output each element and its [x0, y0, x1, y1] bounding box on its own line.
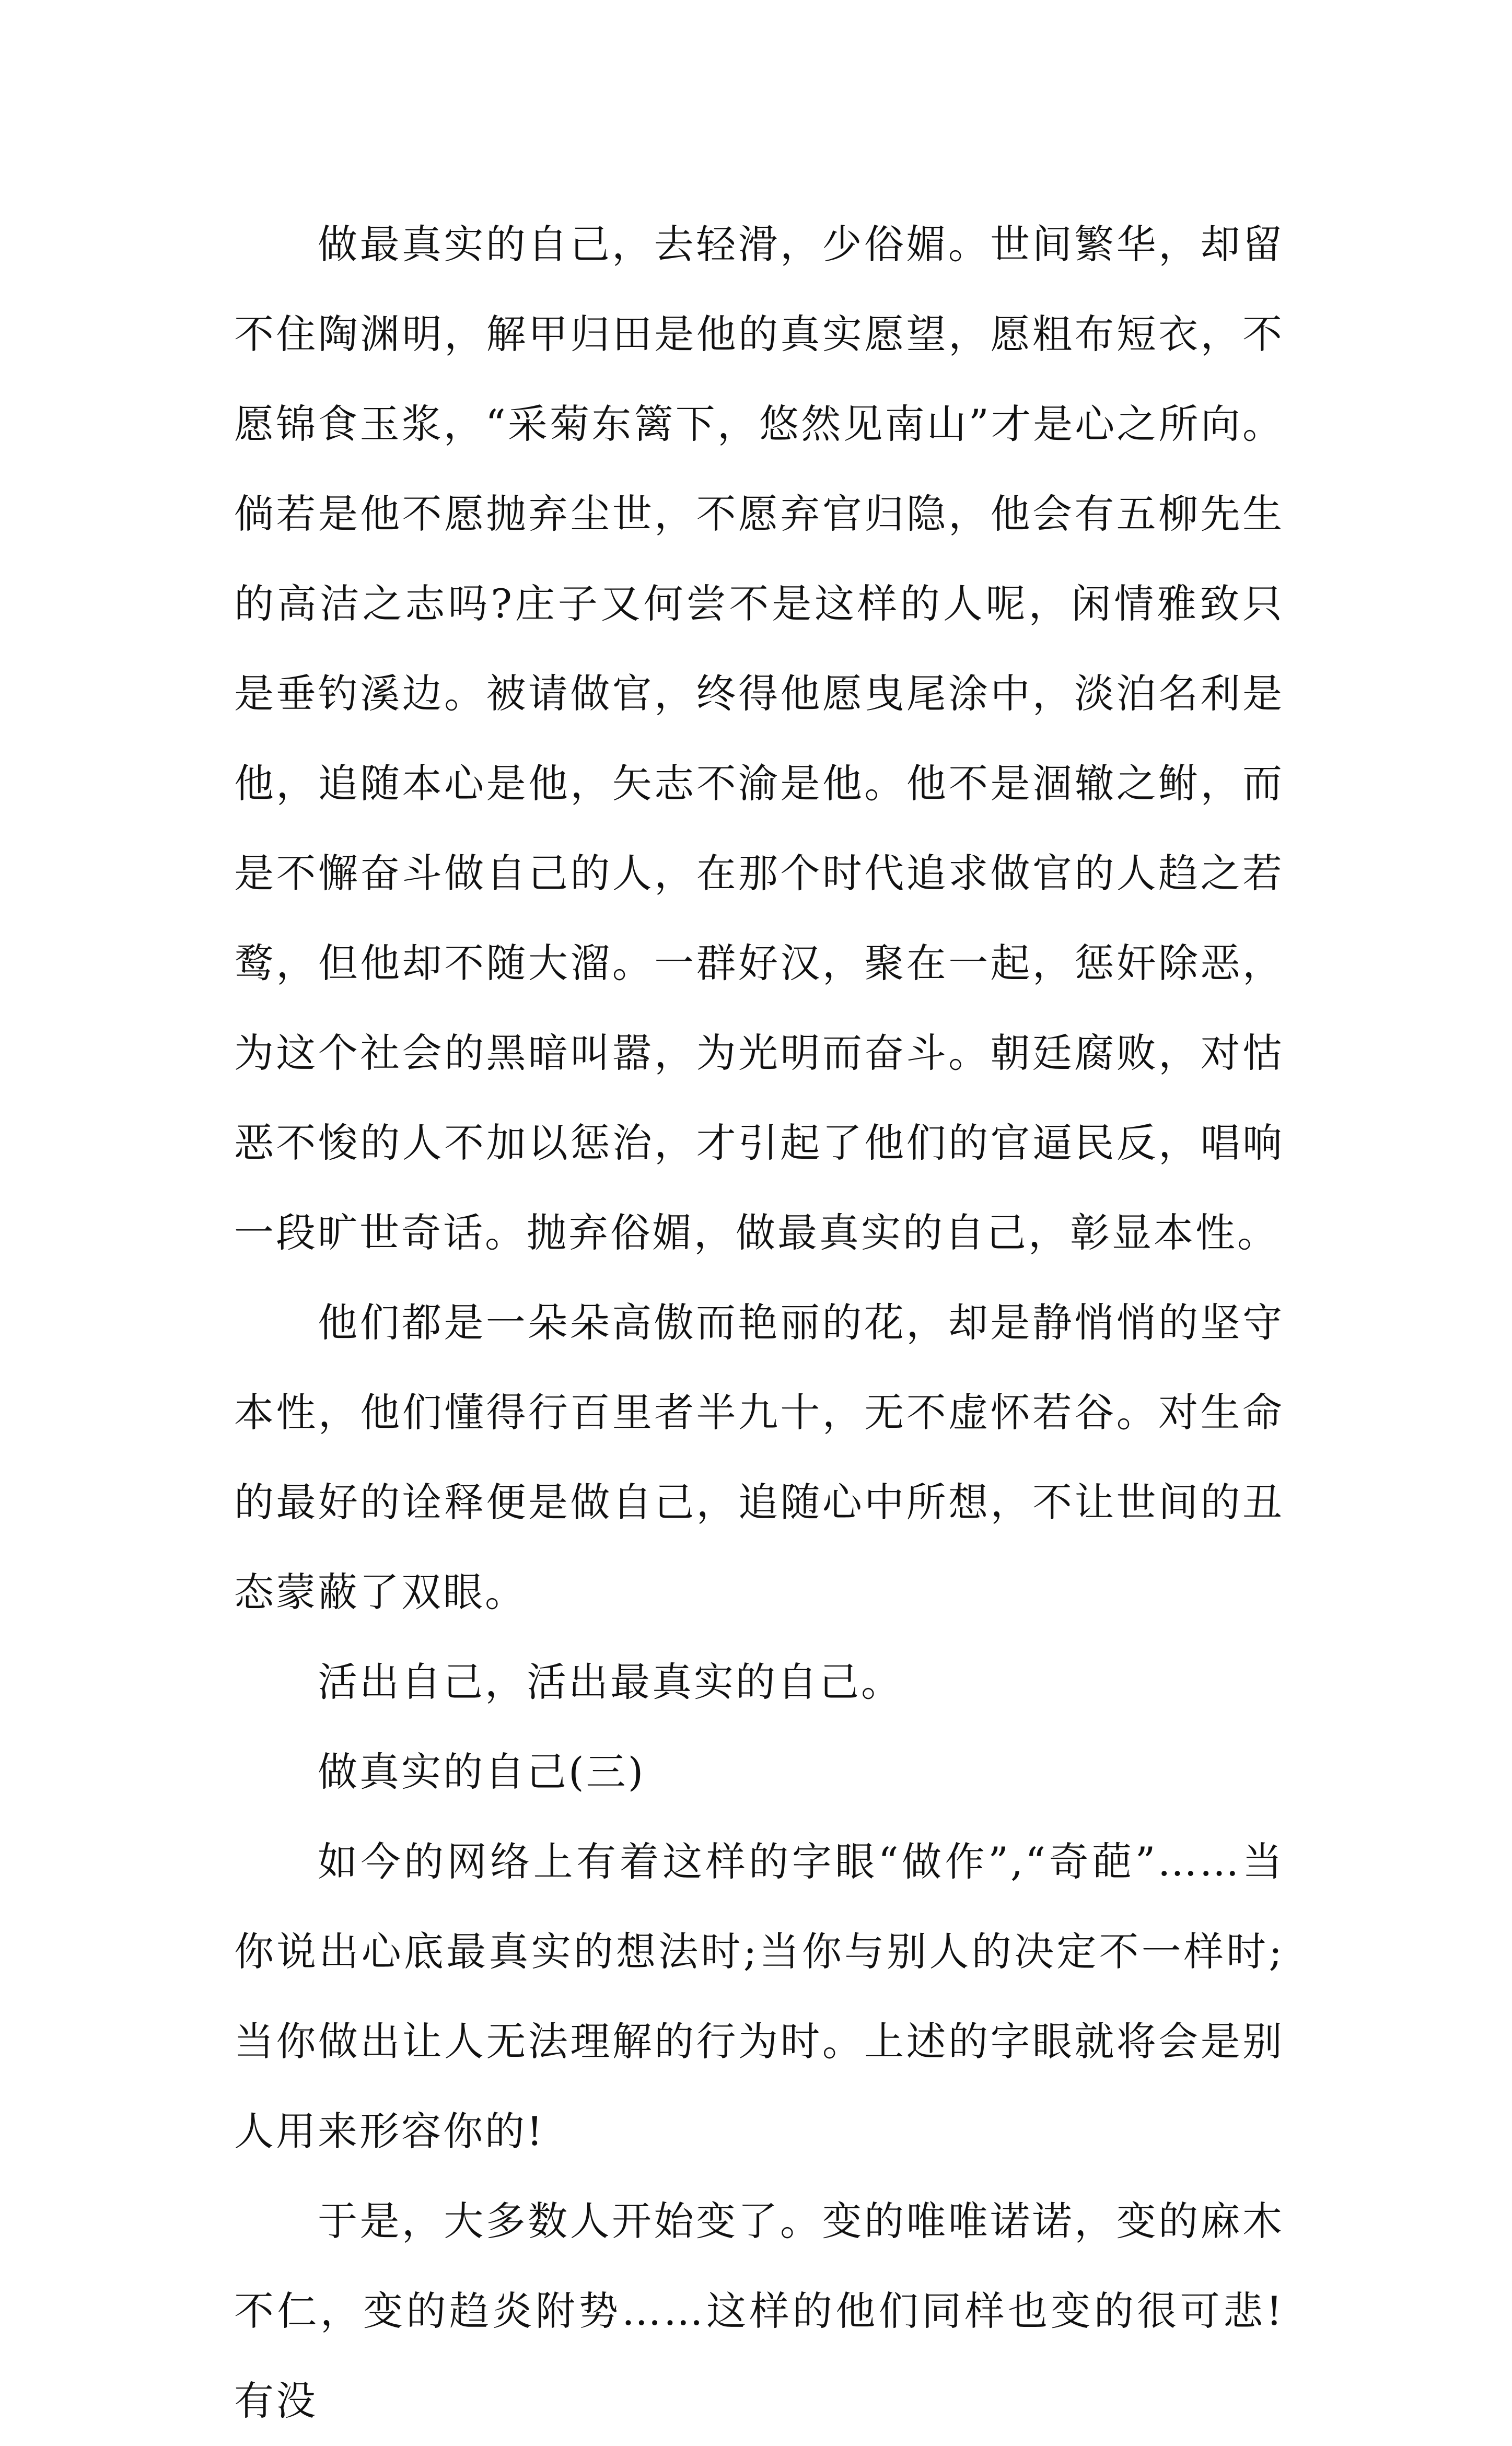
essay-body [234, 200, 1284, 2446]
paragraph: 如今的网络上有着这样的字眼“做作”,“奇葩”……当你说出心底最真实的想法时;当你与别人的决定不一样时;当你做出让人无法理解的行为时。上述的字眼就将会是别人用来形容你的! [234, 1838, 1284, 2154]
paragraph: 活出自己，活出最真实的自己。 [318, 1659, 903, 1705]
paragraph: 做最真实的自己，去轻滑，少俗媚。世间繁华，却留不住陶渊明，解甲归田是他的真实愿望，愿粗布短衣，不愿锦食玉浆，“采菊东篱下，悠然见南山”才是心之所向。倘若是他不愿抛弃尘世，不愿弃官归隐，他会有五柳先生的高洁之志吗?庄子又何尝不是这样的人呢，闲情雅致只是垂钓溪边。被请做官，终得他愿曳尾涂中，淡泊名利是他，追随本心是他，矢志不渝是他。他不是涸辙之鲋，而是不懈奋斗做自己的人，在那个时代追求做官的人趋之若鹜，但他却不随大溜。一群好汉，聚在一起，惩奸除恶，为这个社会的黑暗叫嚣，为光明而奋斗。朝廷腐败，对怙恶不悛的人不加以惩治，才引起了他们的官逼民反，唱响一段旷世奇话。抛弃俗媚，做最真实的自己，彰显本性。 [234, 221, 1284, 1256]
paragraph: 他们都是一朵朵高傲而艳丽的花，却是静悄悄的坚守本性，他们懂得行百里者半九十，无不虚怀若谷。对生命的最好的诠释便是做自己，追随心中所想，不让世间的丑态蒙蔽了双眼。 [234, 1299, 1284, 1615]
paragraph: 于是，大多数人开始变了。变的唯唯诺诺，变的麻木不仁，变的趋炎附势……这样的他们同样也变的很可悲!有没 [234, 2198, 1284, 2424]
section-heading: 做真实的自己(三) [318, 1749, 646, 1795]
